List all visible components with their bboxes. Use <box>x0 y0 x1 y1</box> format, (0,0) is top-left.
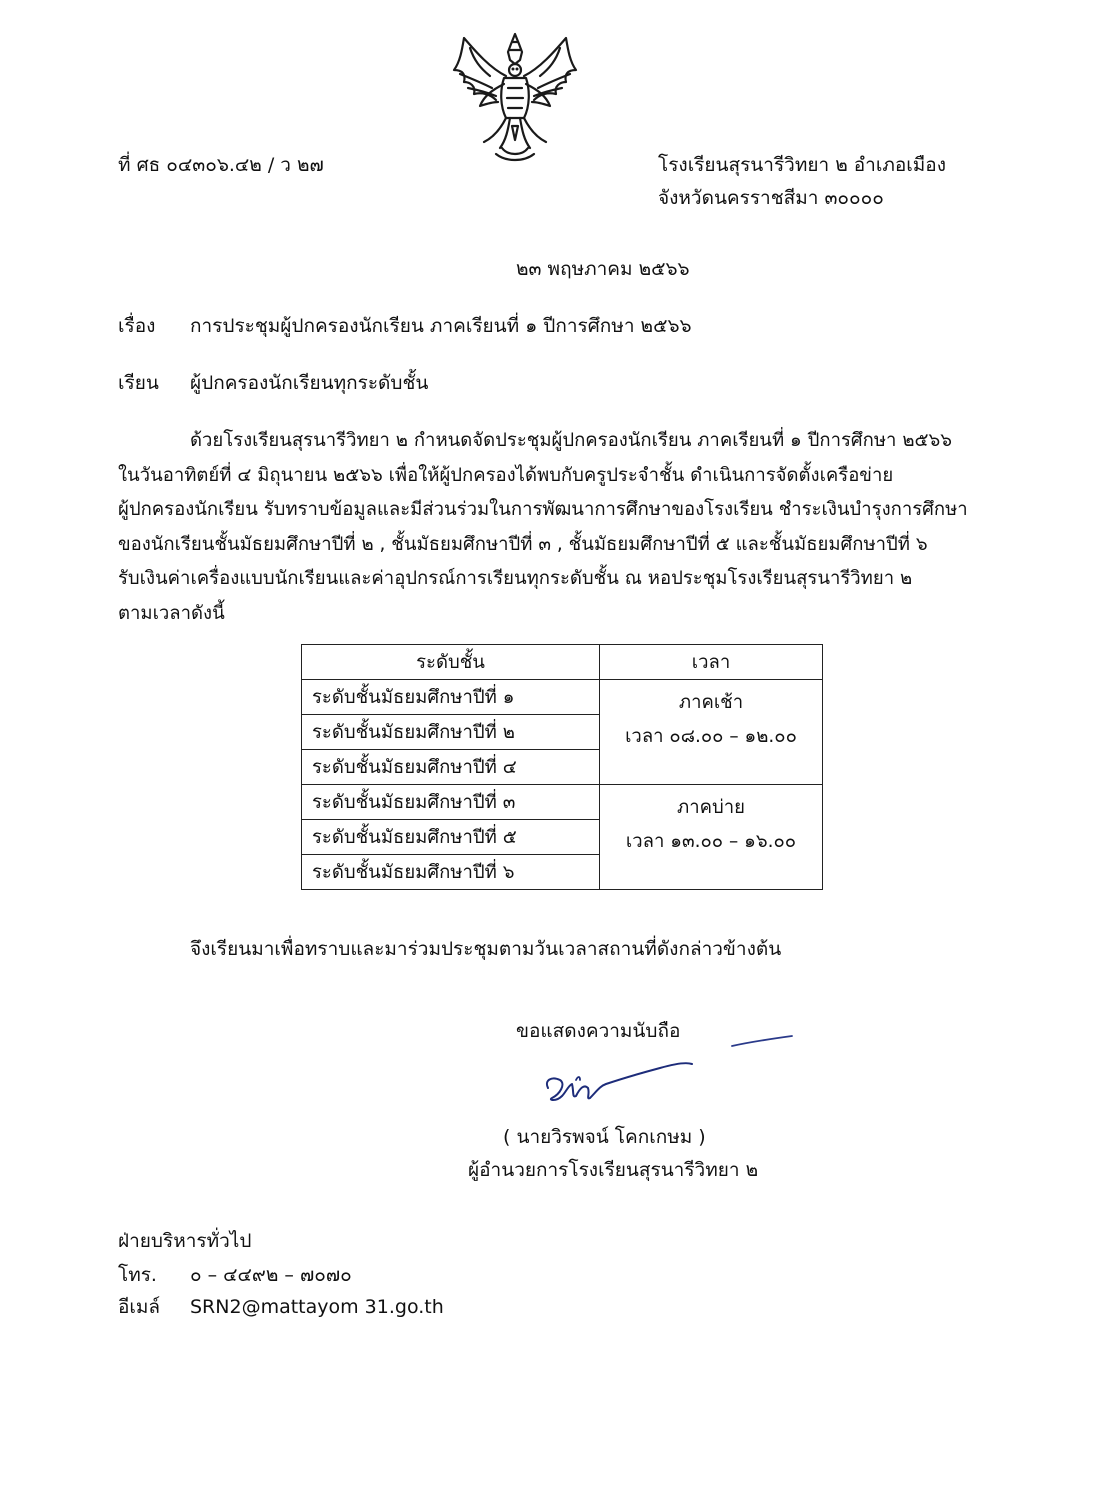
email-label: อีเมล์ <box>118 1296 161 1318</box>
afternoon-time-cell <box>600 785 823 890</box>
signer-name: ( นายวิรพจน์ โคกเกษม ) <box>503 1126 706 1148</box>
table-header-row <box>302 645 823 680</box>
body-line: ของนักเรียนชั้นมัธยมศึกษาปีที่ ๒ , ชั้นมัธยมศึกษาปีที่ ๓ , ชั้นมัธยมศึกษาปีที่ ๕ และชั้นมัธยมศึกษาปีที่ ๖ <box>118 533 928 555</box>
reference-number: ที่ ศธ ๐๔๓๐๖.๔๒ / ว ๒๗ <box>118 154 324 176</box>
recipient-text: ผู้ปกครองนักเรียนทุกระดับชั้น <box>190 372 429 394</box>
school-address-line1: โรงเรียนสุรนารีวิทยา ๒ อำเภอเมือง <box>658 154 946 176</box>
body-line: ด้วยโรงเรียนสุรนารีวิทยา ๒ กำหนดจัดประชุมผู้ปกครองนักเรียน ภาคเรียนที่ ๑ ปีการศึกษา ๒๕๖๖ <box>190 430 953 451</box>
level-cell: ระดับชั้นมัธยมศึกษาปีที่ ๓ <box>302 785 600 820</box>
email-address: SRN2@mattayom 31.go.th <box>190 1296 444 1318</box>
subject-label: เรื่อง <box>118 315 156 337</box>
body-line: ตามเวลาดังนี้ <box>118 602 225 624</box>
body-line: รับเงินค่าเครื่องแบบนักเรียนและค่าอุปกรณ์การเรียนทุกระดับชั้น ณ หอประชุมโรงเรียนสุรนารีวิทยา ๒ <box>118 568 913 589</box>
schedule-table <box>301 644 823 890</box>
level-cell: ระดับชั้นมัธยมศึกษาปีที่ ๔ <box>302 750 600 785</box>
morning-time: เวลา ๐๘.๐๐ – ๑๒.๐๐ <box>625 726 797 747</box>
subject-text: การประชุมผู้ปกครองนักเรียน ภาคเรียนที่ ๑ ปีการศึกษา ๒๕๖๖ <box>190 315 692 337</box>
school-address-line2: จังหวัดนครราชสีมา ๓๐๐๐๐ <box>658 187 884 209</box>
regards-text: ขอแสดงความนับถือ <box>516 1020 681 1042</box>
body-line: ผู้ปกครองนักเรียน รับทราบข้อมูลและมีส่วนร่วมในการพัฒนาการศึกษาของโรงเรียน ชำระเงินบำรุงการศึกษา <box>118 499 968 520</box>
table-row <box>302 680 823 715</box>
closing-sentence: จึงเรียนมาเพื่อทราบและมาร่วมประชุมตามวันเวลาสถานที่ดังกล่าวข้างต้น <box>190 938 782 960</box>
phone-label: โทร. <box>118 1264 157 1286</box>
level-cell: ระดับชั้นมัธยมศึกษาปีที่ ๕ <box>302 820 600 855</box>
department-name: ฝ่ายบริหารทั่วไป <box>118 1230 252 1252</box>
morning-period: ภาคเช้า <box>678 692 744 713</box>
body-line: ในวันอาทิตย์ที่ ๔ มิถุนายน ๒๕๖๖ เพื่อให้ผู้ปกครองได้พบกับครูประจำชั้น ดำเนินการจัดตั้งเครือข่าย <box>118 464 894 486</box>
signer-title: ผู้อำนวยการโรงเรียนสุรนารีวิทยา ๒ <box>468 1159 759 1181</box>
recipient-label: เรียน <box>118 372 159 394</box>
level-cell: ระดับชั้นมัธยมศึกษาปีที่ ๖ <box>302 855 600 890</box>
handwritten-signature <box>540 1058 700 1118</box>
table-row <box>302 785 823 820</box>
garuda-emblem-icon <box>440 30 590 165</box>
column-header-level: ระดับชั้น <box>302 645 600 680</box>
column-header-time: เวลา <box>600 645 823 680</box>
morning-time-cell <box>600 680 823 785</box>
phone-number: ๐ – ๔๔๙๒ – ๗๐๗๐ <box>190 1264 352 1286</box>
afternoon-time: เวลา ๑๓.๐๐ – ๑๖.๐๐ <box>625 831 797 852</box>
pen-stroke-mark <box>730 1032 795 1052</box>
letter-date: ๒๓ พฤษภาคม ๒๕๖๖ <box>516 258 690 280</box>
level-cell: ระดับชั้นมัธยมศึกษาปีที่ ๑ <box>302 680 600 715</box>
level-cell: ระดับชั้นมัธยมศึกษาปีที่ ๒ <box>302 715 600 750</box>
body-paragraph <box>118 424 1028 631</box>
afternoon-period: ภาคบ่าย <box>677 797 745 818</box>
